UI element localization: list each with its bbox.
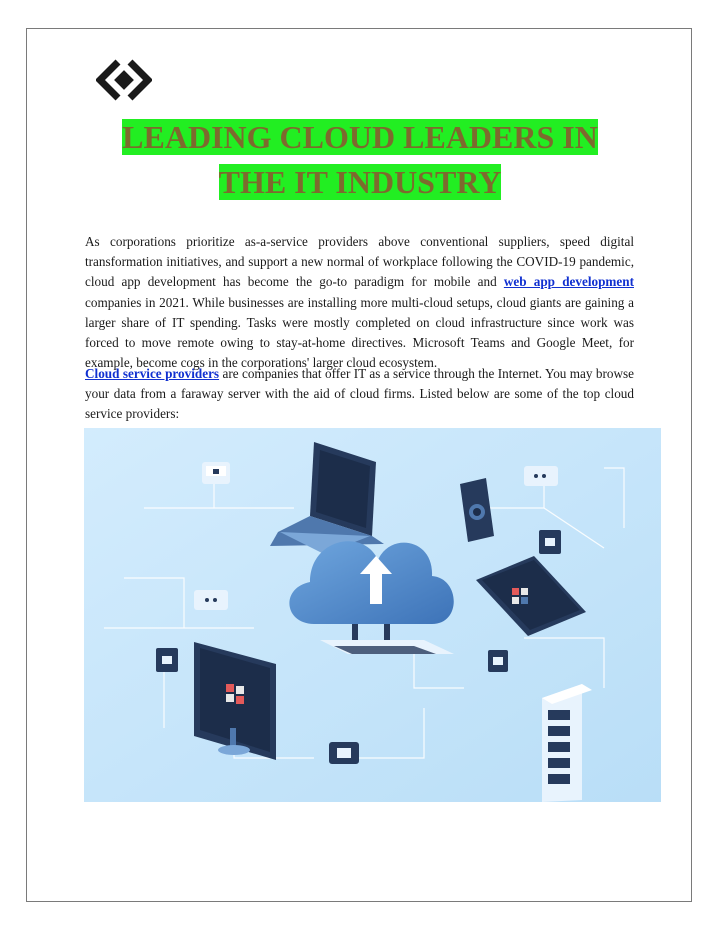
intro-paragraph <box>85 232 634 373</box>
document-title <box>84 118 636 208</box>
paragraph-text: companies in 2021. While businesses are installing more multi-cloud setups, cloud giants are gaining a larger share of IT spending. Tasks were mostly completed on cloud infrastructure since work was forced to move remote owing to stay-at-home directives. Microsoft Teams and Google Meet, for example, become cogs in the corporations' larger cloud ecosystem. <box>85 294 634 371</box>
paragraph-text: are companies that offer IT as a service through the Internet. You may browse your data from a faraway server with the aid of cloud firms. Listed below are some of the top cloud service providers: <box>85 366 634 422</box>
paragraph-text: As corporations prioritize as-a-service providers above conventional suppliers, speed digital transformation initiatives, and support a new normal of workplace following the COVID-19 pandemic, cloud app development has become the go-to paradigm for mobile and <box>85 234 634 290</box>
cloud-computing-illustration <box>84 428 661 802</box>
title-line-1: LEADING CLOUD LEADERS IN <box>122 119 598 155</box>
cloud-service-providers-link[interactable]: Cloud service providers <box>85 366 220 381</box>
web-app-development-link[interactable]: web app development <box>503 274 634 290</box>
providers-paragraph <box>85 364 634 425</box>
diamond-logo-icon <box>96 58 152 102</box>
title-line-2: THE IT INDUSTRY <box>218 164 502 200</box>
